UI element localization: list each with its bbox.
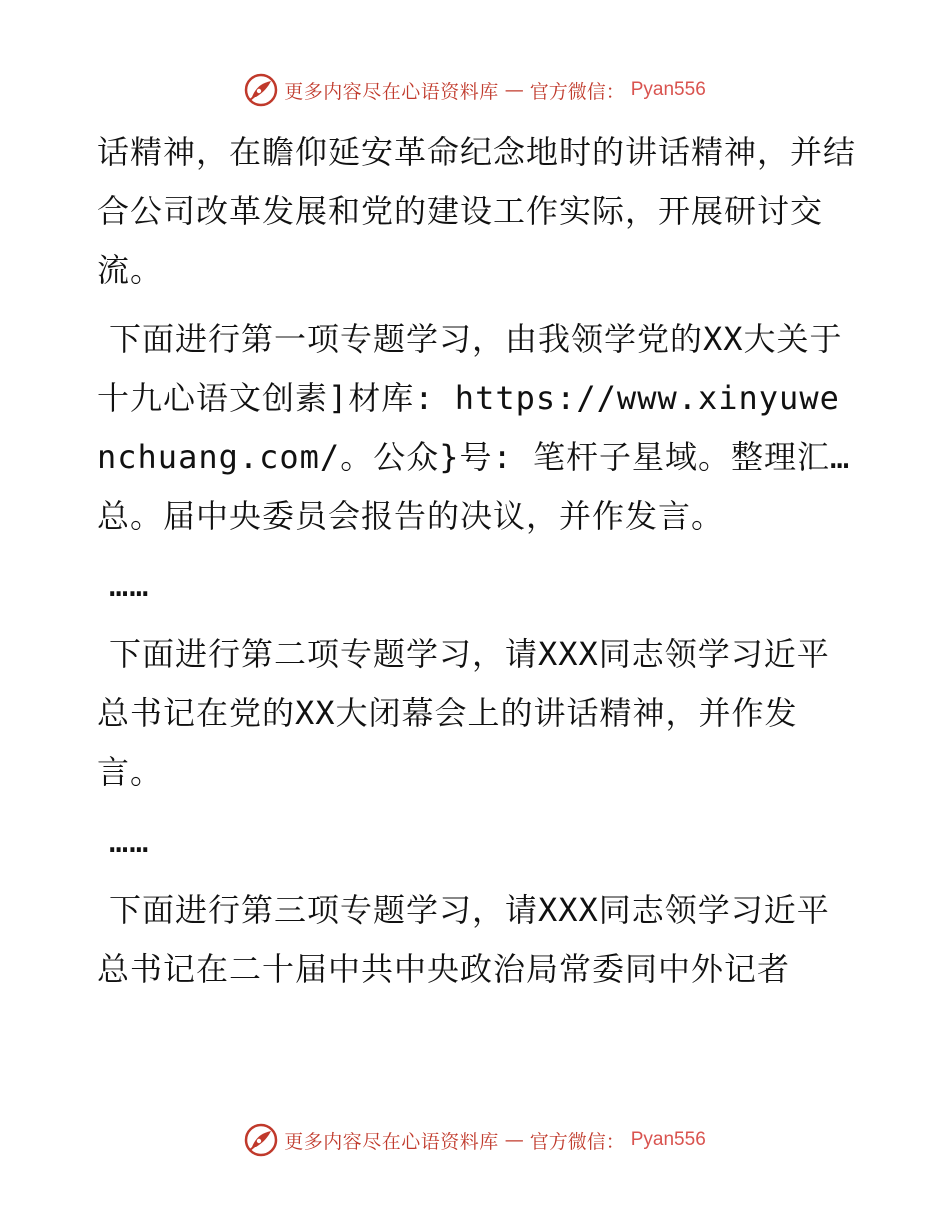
ellipsis-line: …… [109,822,150,860]
paragraph: 话精神，在瞻仰延安革命纪念地时的讲话精神，并结合公司改革发展和党的建设工作实际，开展研讨交流。 [97,133,857,289]
footer-wechat-id: Pyan556 [630,1129,706,1150]
paragraph: 下面进行第一项专题学习，由我领学党的XX大关于十九心语文创素]材库: https://www.xinyuwenchuang.com/。公众}号: 笔杆子星域。整理汇…总。届中央委员会报告的决议，并作发言。 [97,320,851,535]
footer-brand-text: 更多内容尽在心语资料库 [284,1130,499,1153]
footer-wechat-label: 官方微信： [529,1130,625,1153]
pen-nib-logo-icon [244,73,278,107]
header-separator: — [504,79,524,101]
paragraph: 下面进行第二项专题学习，请XXX同志领学习近平总书记在党的XX大闭幕会上的讲话精神，并作发言。 [97,635,830,791]
pen-nib-logo-icon [244,1123,278,1157]
footer-separator: — [504,1129,524,1151]
document-body [97,123,857,1009]
footer-banner [0,1120,950,1160]
header-wechat-label: 官方微信： [529,80,625,103]
header-banner [0,70,950,110]
header-brand-text: 更多内容尽在心语资料库 [284,80,499,103]
header-wechat-id: Pyan556 [630,79,706,100]
paragraph: 下面进行第三项专题学习，请XXX同志领学习近平总书记在二十届中共中央政治局常委同中外记者 [97,891,830,988]
ellipsis-line: …… [109,566,150,604]
